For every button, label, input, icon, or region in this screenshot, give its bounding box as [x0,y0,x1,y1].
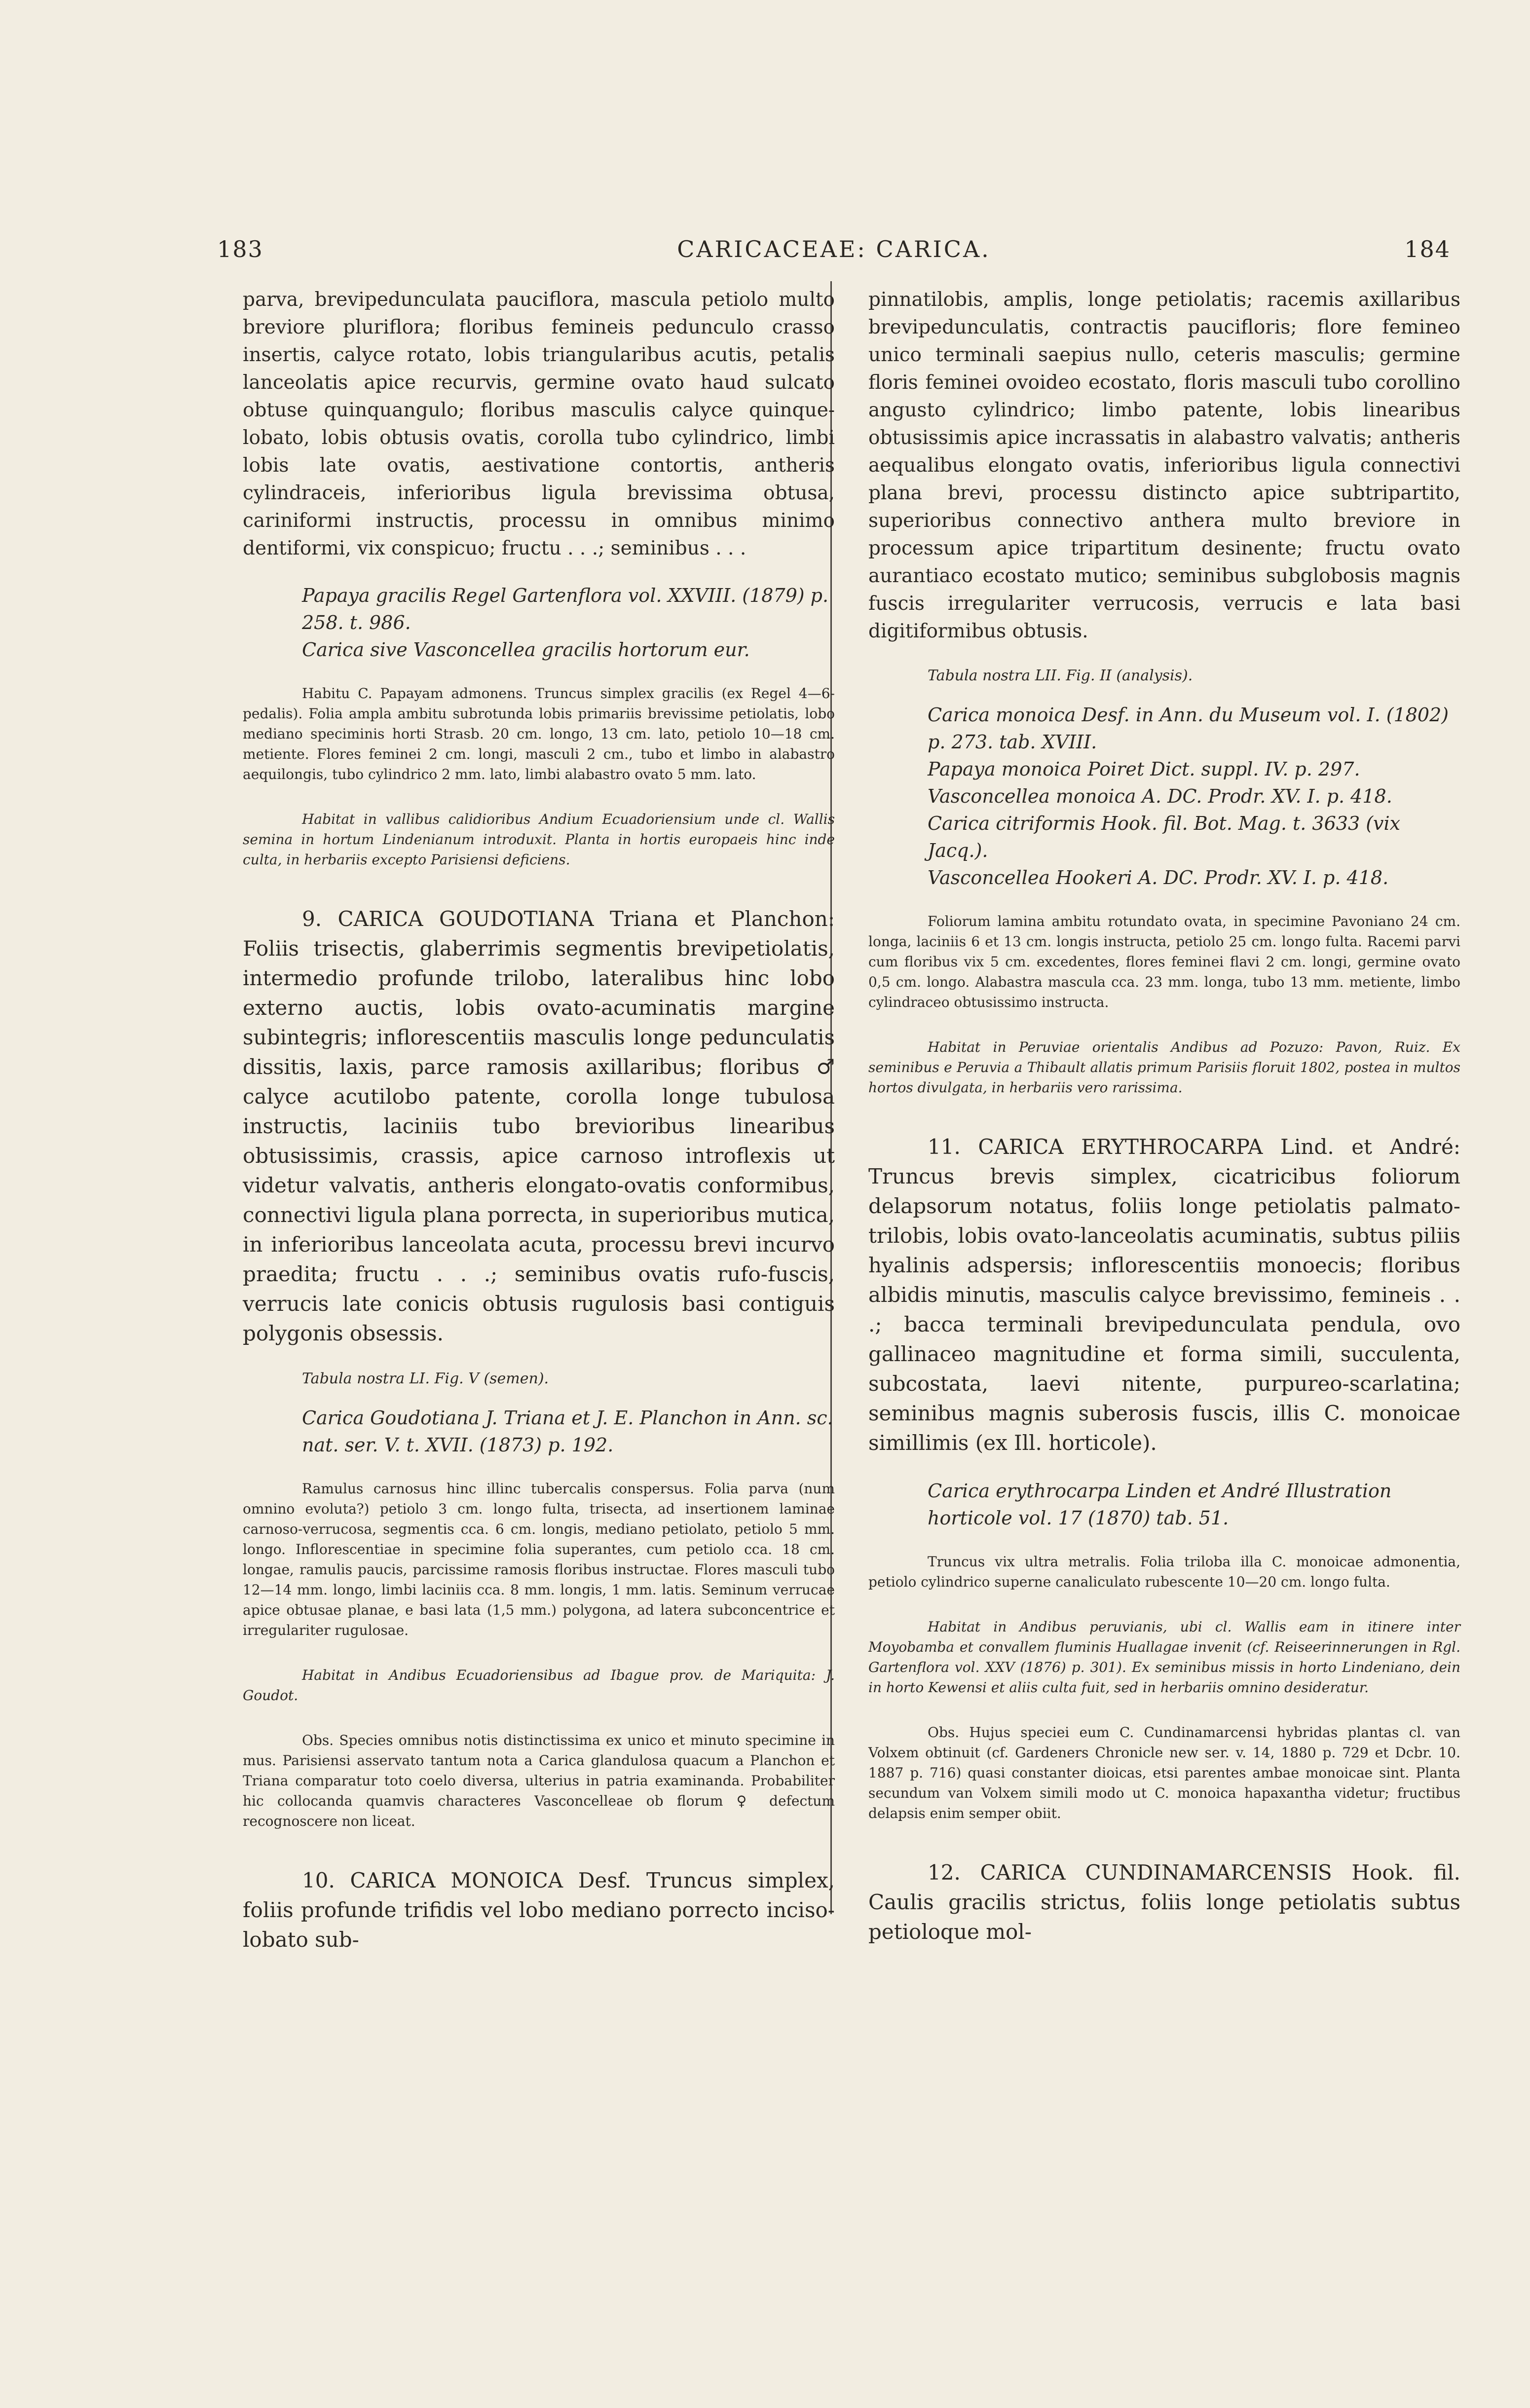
left-column [243,286,835,1955]
description-paragraph: pinnatilobis, amplis, longe petiolatis; racemis axillaribus brevipedunculatis, contractis paucifloris; flore femineo unico terminali saepius nullo, ceteris masculis; germine floris feminei ovoideo ecostato, floris masculi tubo corollino angusto cylindrico; limbo patente, lobis linearibus obtusissimis apice incrassatis in alabastro valvatis; antheris aequalibus elongato ovatis, inferioribus ligula connectivi plana brevi, processu distincto apice subtripartito, superioribus connectivo anthera multo breviore in processum apice tripartitum desinente; fructu ovato aurantiaco ecostato mutico; seminibus subglobosis magnis fuscis irregulariter verrucosis, verrucis e lata basi digitiformibus obtusis. [868,289,1460,642]
description-paragraph: parva, brevipedunculata pauciflora, mascula petiolo multo breviore pluriflora; floribus femineis pedunculo crasso insertis, calyce rotato, lobis triangularibus acutis, petalis lanceolatis apice recurvis, germine ovato haud sulcato obtuse quinquangulo; floribus masculis calyce quinque-lobato, lobis obtusis ovatis, corolla tubo cylindrico, limbi lobis late ovatis, aestivatione contortis, antheris cylindraceis, inferioribus ligula brevissima obtusa, cariniformi instructis, processu in omnibus minimo dentiformi, vix conspicuo; fructu . . .; seminibus . . . [243,289,835,559]
citation: Vasconcellea monoica A. DC. Prodr. XV. I. p. 418. [928,785,1392,807]
citation: Papaya gracilis Regel Gartenflora vol. XXVIII. (1879) p. 258. t. 986. [302,585,829,633]
notes-paragraph: Ramulus carnosus hinc illinc tubercalis conspersus. Folia parva (num omnino evoluta?) petiolo 3 cm. longo fulta, trisecta, ad insertionem laminae carnoso-verrucosa, segmentis cca. 6 cm. longis, mediano petiolato, petiolo 5 mm. longo. Inflorescentiae in specimine folia superantes, cum petiolo cca. 18 cm. longae, ramulis paucis, parcissime ramosis floribus instructae. Flores masculi tubo 12—14 mm. longo, limbi laciniis cca. 8 mm. longis, 1 mm. latis. Seminum verrucae apice obtusae planae, e basi lata (1,5 mm.) polygona, ad latera subconcentrice et irregulariter rugulosae. [243,1481,835,1638]
observation-paragraph: Obs. Species omnibus notis distinctissima ex unico et minuto specimine in mus. Parisiensi asservato tantum nota a Carica glandulosa quacum a Planchon et Triana comparatur toto coelo diversa, ulterius in patria examinanda. Probabiliter hic collocanda quamvis characteres Vasconcelleae ob florum ♀ defectum recognoscere non liceat. [243,1732,835,1829]
plate-reference: Tabula nostra LI. Fig. V (semen). [302,1370,549,1387]
species-heading-11: 11. CARICA ERYTHROCARPA Lind. et André: Truncus brevis simplex, cicatricibus foliorum delapsorum notatus, foliis longe petiolatis palmato-trilobis, lobis ovato-lanceolatis acuminatis, subtus piliis hyalinis adspersis; inflorescentiis monoecis; floribus albidis minutis, masculis calyce brevissimo, femineis . . .; bacca terminali brevipedunculata pendula, ovo gallinaceo magnitudine et forma simili, succulenta, subcostata, laevi nitente, purpureo-scarlatina; seminibus magnis suberosis fuscis, illis C. monoicae simillimis (ex Ill. horticole). [868,1135,1460,1455]
citation: Carica Goudotiana J. Triana et J. E. Planchon in Ann. sc. nat. ser. V. t. XVII. (1873) p. 192. [302,1407,833,1456]
citation: Carica monoica Desf. in Ann. du Museum vol. I. (1802) p. 273. tab. XVIII. [928,704,1449,753]
observation-paragraph: Obs. Hujus speciei eum C. Cundinamarcensi hybridas plantas cl. van Volxem obtinuit (cf. Gardeners Chronicle new ser. v. 14, 1880 p. 729 et Dcbr. 10. 1887 p. 716) quasi constanter dioicas, etsi parentes ambae monoicae sint. Planta secundum van Volxem simili modo ut C. monoica hapaxantha videtur; fructibus delapsis enim semper obiit. [868,1724,1460,1821]
citation: Carica sive Vasconcellea gracilis hortorum eur. [302,639,750,661]
species-heading-10: 10. CARICA MONOICA Desf. Truncus simplex, foliis profunde trifidis vel lobo mediano porrecto inciso-lobato sub- [243,1868,835,1952]
citation: Vasconcellea Hookeri A. DC. Prodr. XV. I. p. 418. [928,867,1389,889]
habitat-paragraph: Habitat in vallibus calidioribus Andium Ecuadoriensium unde cl. Wallis semina in hortum Lindenianum introduxit. Planta in hortis europaeis hinc inde culta, in herbariis excepto Parisiensi deficiens. [243,811,835,868]
right-column [868,286,1460,1947]
running-title: CARICACEAE: CARICA. [677,236,991,262]
plate-reference: Tabula nostra LII. Fig. II (analysis). [928,667,1193,684]
notes-paragraph: Truncus vix ultra metralis. Folia triloba illa C. monoicae admonentia, petiolo cylindrico superne canaliculato rubescente 10—20 cm. longo fulta. [868,1554,1460,1590]
notes-paragraph: Foliorum lamina ambitu rotundato ovata, in specimine Pavoniano 24 cm. longa, laciniis 6 et 13 cm. longis instructa, petiolo 25 cm. longo fulta. Racemi parvi cum floribus vix 5 cm. excedentes, flores feminei flavi 2 cm. longi, germine ovato 0,5 cm. longo. Alabastra mascula cca. 23 mm. longa, tubo 13 mm. metiente, limbo cylindraceo obtusissimo instructa. [868,913,1460,1010]
species-heading-9: 9. CARICA GOUDOTIANA Triana et Planchon: Foliis trisectis, glaberrimis segmentis brevipetiolatis, intermedio profunde trilobo, lateralibus hinc lobo externo auctis, lobis ovato-acuminatis margine subintegris; inflorescentiis masculis longe pedunculatis dissitis, laxis, parce ramosis axillaribus; floribus ♂ calyce acutilobo patente, corolla longe tubulosa instructis, laciniis tubo brevioribus linearibus obtusissimis, crassis, apice carnoso introflexis ut videtur valvatis, antheris elongato-ovatis conformibus, connectivi ligula plana porrecta, in superioribus mutica, in inferioribus lanceolata acuta, processu brevi incurvo praedita; fructu . . .; seminibus ovatis rufo-fuscis, verrucis late conicis obtusis rugulosis basi contiguis polygonis obsessis. [243,907,835,1345]
citation: Papaya monoica Poiret Dict. suppl. IV. p. 297. [928,758,1360,780]
habitat-paragraph: Habitat in Andibus peruvianis, ubi cl. Wallis eam in itinere inter Moyobamba et convallem fluminis Huallagae invenit (cf. Reiseerinnerungen in Rgl. Gartenflora vol. XXV (1876) p. 301). Ex seminibus missis in horto Lindeniano, dein in horto Kewensi et aliis culta fuit, sed in herbariis omnino desideratur. [868,1619,1460,1696]
citation: Carica erythrocarpa Linden et André Illustration horticole vol. 17 (1870) tab. 51. [928,1480,1392,1529]
citation: Carica citriformis Hook. fil. Bot. Mag. t. 3633 (vix Jacq.). [928,813,1401,861]
habitat-paragraph: Habitat in Andibus Ecuadoriensibus ad Ibague prov. de Mariquita: J. Goudot. [243,1667,835,1704]
page-number-left: 183 [217,236,263,262]
habitat-paragraph: Habitat in Peruviae orientalis Andibus ad Pozuzo: Pavon, Ruiz. Ex seminibus e Peruvia a Thibault allatis primum Parisiis floruit 1802, postea in multos hortos divulgata, in herbariis vero rarissima. [868,1039,1460,1096]
notes-paragraph: Habitu C. Papayam admonens. Truncus simplex gracilis (ex Regel 4—6-pedalis). Folia ampla ambitu subrotunda lobis primariis brevissime petiolatis, lobo mediano speciminis horti Strasb. 20 cm. longo, 13 cm. lato, petiolo 10—18 cm. metiente. Flores feminei 2 cm. longi, masculi 2 cm., tubo et limbo in alabastro aequilongis, tubo cylindrico 2 mm. lato, limbi alabastro ovato 5 mm. lato. [243,685,835,782]
species-heading-12: 12. CARICA CUNDINAMARCENSIS Hook. fil. Caulis gracilis strictus, foliis longe petiolatis subtus petioloque mol- [868,1860,1460,1944]
page-header [217,236,1451,275]
page-number-right: 184 [1404,236,1451,262]
